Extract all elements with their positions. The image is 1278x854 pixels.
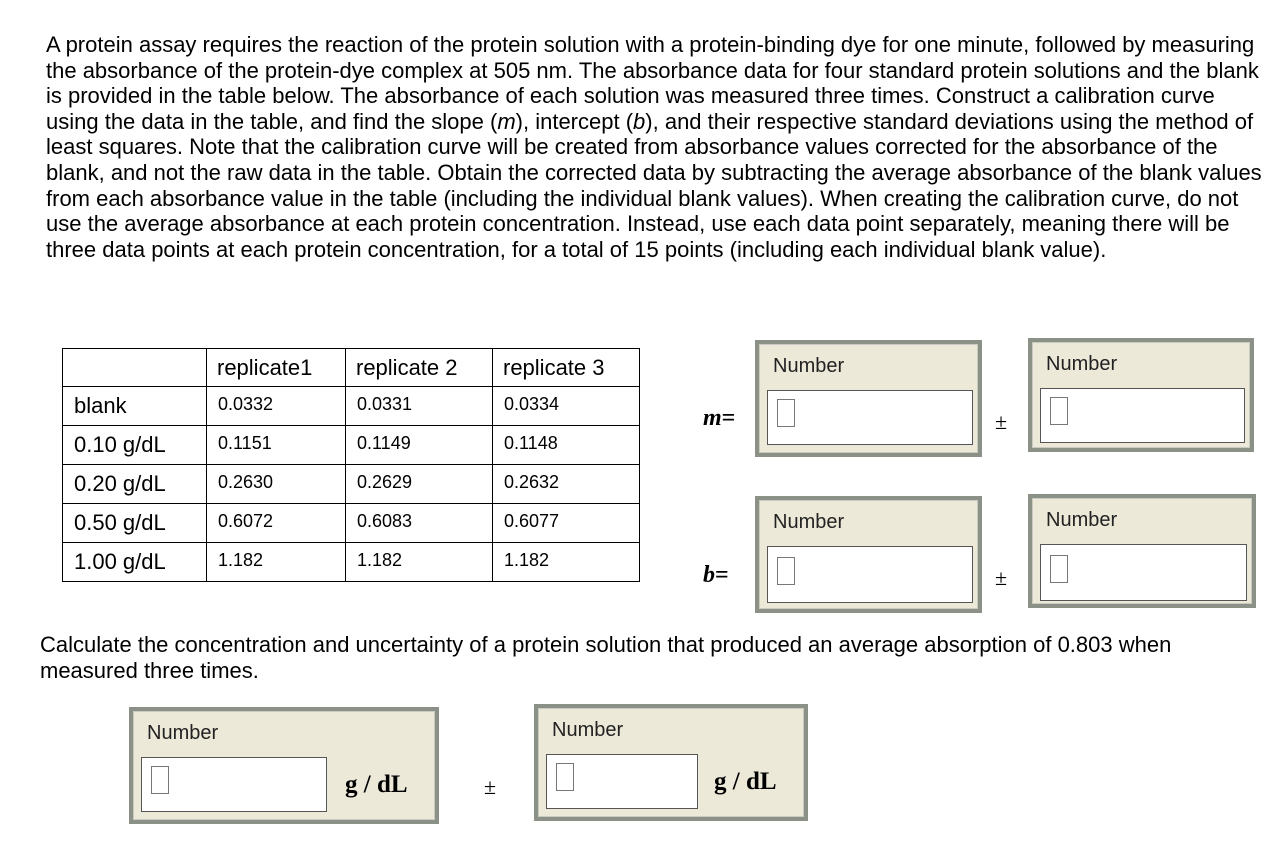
b-uncertainty-input[interactable] [1041,545,1246,600]
concentration-input[interactable] [142,758,326,811]
table-cell: 0.1151 [207,426,346,465]
table-cell: 0.0331 [346,387,493,426]
table-cell: 1.182 [493,543,640,582]
table-header-corner [63,349,207,387]
table-cell: 0.0334 [493,387,640,426]
number-caption: Number [773,511,845,533]
row-label: 0.10 g/dL [63,426,207,465]
input-cursor-box [151,766,169,794]
b-uncertainty-box [1028,494,1256,608]
intro-text-1: A protein assay requires the reaction of the protein solution with a protein-binding dye for one minute, followed by measuring the absorbance of the protein-dye complex at 505 nm. The absorbance data for four standard protein solutions and the blank is provided in the table below. The absorbance of each solution was measured three times. Construct a calibration curve using the data in the table, and find the slope ( [46,32,1259,134]
uncertainty-unit: g / dL [714,768,777,795]
table-cell: 0.2629 [346,465,493,504]
table-row [63,426,640,465]
m-label: m= [703,405,736,431]
m-uncertainty-field [1040,388,1245,443]
table-cell: 0.0332 [207,387,346,426]
input-cursor-box [1050,555,1068,583]
table-cell: 0.6083 [346,504,493,543]
table-row [63,504,640,543]
m-value-input[interactable] [768,391,972,444]
input-cursor-box [556,763,574,791]
m-value-box [755,340,982,457]
b-value-box [755,496,982,613]
table-cell: 0.1148 [493,426,640,465]
b-symbol: b [633,108,646,134]
concentration-uncertainty-box [534,704,808,821]
table-row [63,543,640,582]
row-label: 1.00 g/dL [63,543,207,582]
b-label: b= [703,562,729,588]
question-text: Calculate the concentration and uncertainty of a protein solution that produced an average absorption of 0.803 when measured three times. [40,632,1172,683]
m-symbol: m [497,108,516,134]
m-uncertainty-input[interactable] [1041,389,1244,442]
intro-text-3: ), and their respective standard deviations using the method of least squares. Note that the calibration curve will be created from absorbance values corrected for the absorbance of the blank, and not the raw data in the table. Obtain the corrected data by subtracting the average absorbance of the blank values from each absorbance value in the table (including the individual blank values). When creating the calibration curve, do not use the average absorbance at each protein concentration. Instead, use each data point separately, meaning there will be three data points at each protein concentration, for a total of 15 points (including each individual blank value). [46,108,1262,262]
table-row [63,465,640,504]
input-cursor-box [777,399,795,427]
concentration-uncertainty-field [546,754,698,809]
table-row [63,387,640,426]
row-label: blank [63,387,207,426]
table-cell: 1.182 [346,543,493,582]
m-plus-minus: ± [995,409,1008,434]
concentration-unit: g / dL [345,771,408,798]
number-caption: Number [552,719,624,741]
b-plus-minus: ± [995,565,1008,590]
b-value-field [767,546,973,603]
input-cursor-box [777,557,795,585]
row-label: 0.20 g/dL [63,465,207,504]
concentration-field [141,757,327,812]
absorbance-table [62,348,640,582]
table-header: replicate 3 [493,349,640,387]
concentration-plus-minus: ± [484,774,497,799]
b-value-input[interactable] [768,547,972,602]
row-label: 0.50 g/dL [63,504,207,543]
input-cursor-box [1050,397,1068,425]
problem-statement [46,32,1266,262]
b-uncertainty-field [1040,544,1247,601]
intro-text-2: ), intercept ( [515,108,634,134]
number-caption: Number [773,355,845,377]
table-cell: 1.182 [207,543,346,582]
table-cell: 0.1149 [346,426,493,465]
number-caption: Number [1046,353,1118,375]
table-header-row [63,349,640,387]
table-cell: 0.2632 [493,465,640,504]
table-cell: 0.6072 [207,504,346,543]
concentration-box [129,707,439,824]
table-cell: 0.2630 [207,465,346,504]
table-header: replicate 2 [346,349,493,387]
table-header: replicate1 [207,349,346,387]
number-caption: Number [1046,509,1118,531]
table-cell: 0.6077 [493,504,640,543]
number-caption: Number [147,722,219,744]
m-uncertainty-box [1028,338,1254,452]
m-value-field [767,390,973,445]
